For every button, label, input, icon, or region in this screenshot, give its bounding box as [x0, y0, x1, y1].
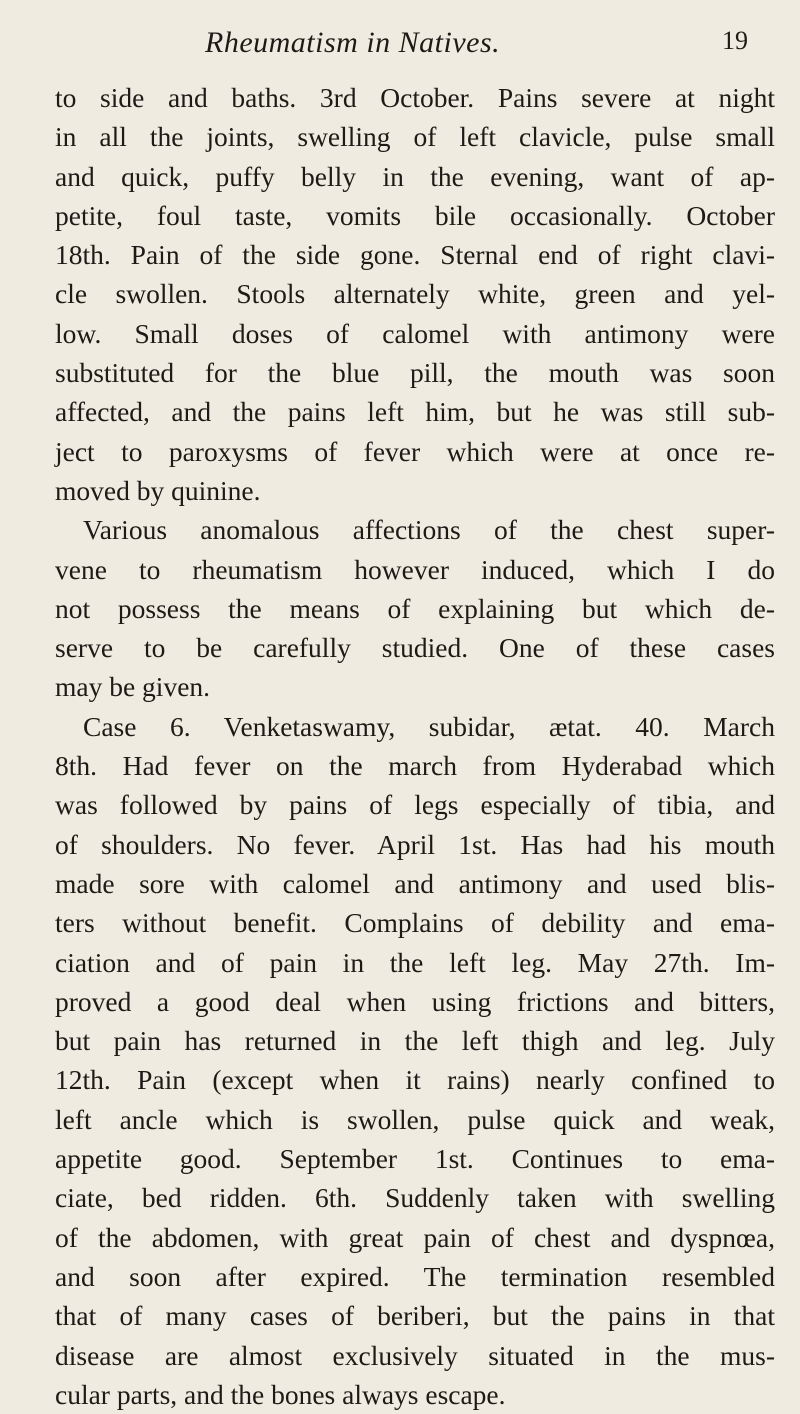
text-line: but pain has returned in the left thigh and leg. July — [55, 1025, 775, 1057]
text-line: and soon after expired. The termination resembled — [55, 1260, 775, 1292]
text-line: ciate, bed ridden. 6th. Suddenly taken with swelling — [55, 1182, 775, 1214]
body-text — [55, 78, 775, 1414]
text-line: that of many cases of beriberi, but the pains in that — [55, 1300, 775, 1332]
text-line: substituted for the blue pill, the mouth was soon — [55, 357, 775, 389]
text-line: cle swollen. Stools alternately white, green and yel- — [55, 278, 775, 310]
text-line: may be given. — [55, 671, 211, 703]
text-line: affected, and the pains left him, but he was still sub- — [55, 396, 775, 428]
running-head — [0, 26, 800, 70]
text-line: ject to paroxysms of fever which were at once re- — [55, 435, 775, 467]
text-line: made sore with calomel and antimony and used blis- — [55, 867, 775, 899]
text-line: in all the joints, swelling of left clavicle, pulse small — [55, 121, 775, 153]
page-number: 19 — [722, 26, 748, 55]
text-line: low. Small doses of calomel with antimony were — [55, 317, 775, 349]
running-title: Rheumatism in Natives. — [205, 26, 501, 59]
text-line: left ancle which is swollen, pulse quick and weak, — [55, 1103, 775, 1135]
text-line: petite, foul taste, vomits bile occasionally. October — [55, 199, 775, 231]
text-line: cular parts, and the bones always escape. — [55, 1378, 506, 1410]
text-line: ciation and of pain in the left leg. May 27th. Im- — [55, 946, 775, 978]
text-line: of the abdomen, with great pain of chest and dyspnœa, — [55, 1221, 775, 1253]
text-line: ters without benefit. Complains of debility and ema- — [55, 907, 775, 939]
text-line: serve to be carefully studied. One of these cases — [55, 632, 775, 664]
text-line: moved by quinine. — [55, 474, 261, 506]
text-line: proved a good deal when using frictions and bitters, — [55, 985, 775, 1017]
paragraph-start-line: Various anomalous affections of the chest super- — [83, 514, 775, 546]
text-line: was followed by pains of legs especially of tibia, and — [55, 789, 775, 821]
text-line: appetite good. September 1st. Continues to ema- — [55, 1143, 775, 1175]
text-line: to side and baths. 3rd October. Pains severe at night — [55, 82, 775, 113]
text-line: 12th. Pain (except when it rains) nearly confined to — [55, 1064, 775, 1096]
text-line: vene to rheumatism however induced, which I do — [55, 553, 775, 585]
paragraph-start-line: Case 6. Venketaswamy, subidar, ætat. 40. March — [83, 710, 775, 742]
text-line: 18th. Pain of the side gone. Sternal end of right clavi- — [55, 239, 775, 271]
text-line: 8th. Had fever on the march from Hyderabad which — [55, 750, 775, 782]
text-line: and quick, puffy belly in the evening, want of ap- — [55, 160, 775, 192]
text-line: of shoulders. No fever. April 1st. Has had his mouth — [55, 828, 775, 860]
text-line: not possess the means of explaining but which de- — [55, 592, 775, 624]
text-line: disease are almost exclusively situated in the mus- — [55, 1339, 775, 1371]
